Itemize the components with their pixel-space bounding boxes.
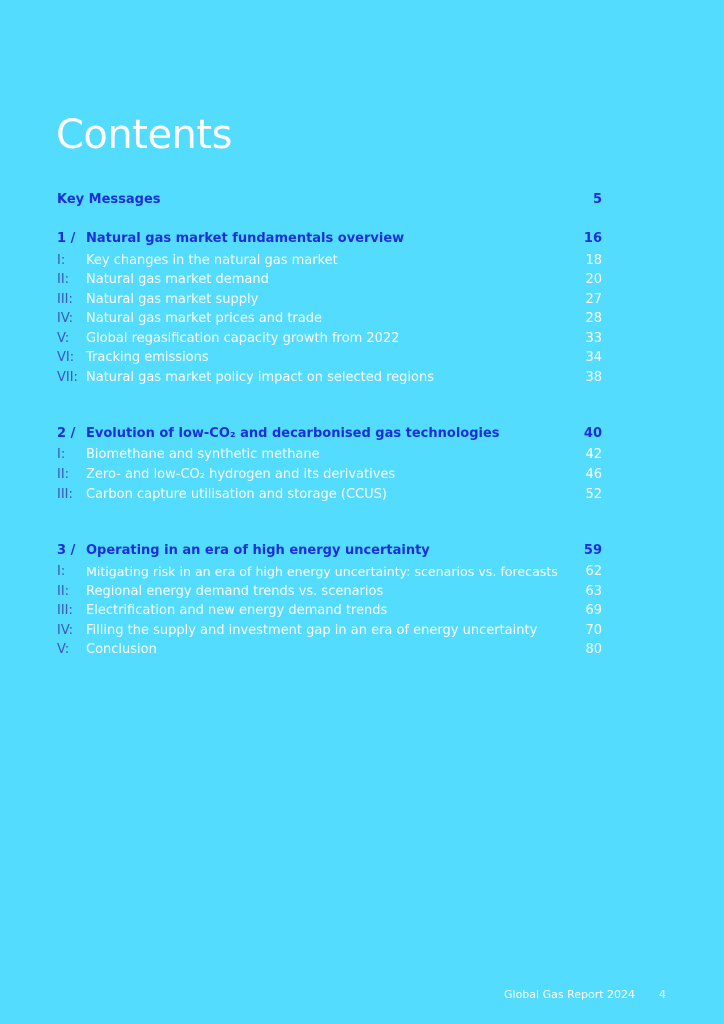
footer-report-title: Global Gas Report 2024 xyxy=(504,988,636,1001)
toc-page: 18 xyxy=(585,253,602,268)
toc-item-number: I: xyxy=(57,253,66,268)
toc-page: 5 xyxy=(592,192,602,207)
toc-item-label: Zero- and low-CO₂ hydrogen and its derivatives xyxy=(86,467,396,482)
toc-section-number: 3 / xyxy=(57,543,76,558)
toc-item[interactable] xyxy=(57,466,602,484)
toc-section-2[interactable] xyxy=(57,425,602,443)
toc-item-label: Filling the supply and investment gap in an era of energy uncertainty xyxy=(86,623,538,638)
toc-item-number: I: xyxy=(57,564,66,579)
toc-item[interactable] xyxy=(57,622,602,640)
toc-item-label: Tracking emissions xyxy=(86,350,209,365)
toc-item-number: I: xyxy=(57,447,66,462)
toc-item[interactable] xyxy=(57,310,602,328)
toc-page: 28 xyxy=(585,311,602,326)
toc-label: Key Messages xyxy=(57,192,161,207)
toc-page: 33 xyxy=(585,331,602,346)
toc-item[interactable] xyxy=(57,446,602,464)
toc-item[interactable] xyxy=(57,291,602,309)
toc-section-1[interactable] xyxy=(57,230,602,248)
toc-item-number: II: xyxy=(57,272,70,287)
toc-page: 38 xyxy=(585,370,602,385)
toc-page: 46 xyxy=(585,467,602,482)
toc-item-label: Global regasification capacity growth from 2022 xyxy=(86,331,400,346)
toc-item[interactable] xyxy=(57,369,602,387)
toc-item[interactable] xyxy=(57,349,602,367)
toc-page: 69 xyxy=(585,603,602,618)
toc-item-number: IV: xyxy=(57,311,74,326)
toc-page: 40 xyxy=(583,426,602,441)
toc-section-number: 2 / xyxy=(57,426,76,441)
toc-item-label: Natural gas market supply xyxy=(86,292,259,307)
toc-item-number: III: xyxy=(57,292,73,307)
toc-section-title: Natural gas market fundamentals overview xyxy=(86,231,405,246)
toc-page: 52 xyxy=(585,487,602,502)
toc-item-number: VII: xyxy=(57,370,78,385)
toc-page: 20 xyxy=(585,272,602,287)
toc-section-title: Evolution of low-CO₂ and decarbonised gas technologies xyxy=(86,426,500,441)
toc-page: 80 xyxy=(585,642,602,657)
toc-item[interactable] xyxy=(57,330,602,348)
toc-key-messages[interactable] xyxy=(57,191,602,209)
toc-page: 59 xyxy=(583,543,602,558)
toc-item-number: III: xyxy=(57,603,73,618)
toc-section-number: 1 / xyxy=(57,231,76,246)
toc-item-number: IV: xyxy=(57,623,74,638)
toc-page: 42 xyxy=(585,447,602,462)
toc-item-number: III: xyxy=(57,487,73,502)
toc-section-3[interactable] xyxy=(57,542,602,560)
toc-page: 16 xyxy=(583,231,602,246)
toc-item[interactable] xyxy=(57,563,602,581)
toc-item[interactable] xyxy=(57,486,602,504)
page-title: Contents xyxy=(56,112,232,158)
toc-item-number: VI: xyxy=(57,350,75,365)
toc-item[interactable] xyxy=(57,583,602,601)
toc-item[interactable] xyxy=(57,602,602,620)
toc-item-number: II: xyxy=(57,467,70,482)
toc-page: 27 xyxy=(585,292,602,307)
toc-item-label: Electrification and new energy demand trends xyxy=(86,603,388,618)
toc-item-label: Natural gas market policy impact on selected regions xyxy=(86,370,434,385)
toc-item-label: Key changes in the natural gas market xyxy=(86,253,338,268)
toc-page: 34 xyxy=(585,350,602,365)
toc-item-number: V: xyxy=(57,331,70,346)
toc-item-label: Conclusion xyxy=(86,642,157,657)
toc-item-label: Carbon capture utilisation and storage (CCUS) xyxy=(86,487,387,502)
toc-item-label: Natural gas market demand xyxy=(86,272,269,287)
toc-item-label: Regional energy demand trends vs. scenarios xyxy=(86,584,384,599)
toc-page: 63 xyxy=(585,584,602,599)
toc-page: 62 xyxy=(585,564,602,579)
toc-item-label: Biomethane and synthetic methane xyxy=(86,447,320,462)
toc-item[interactable] xyxy=(57,641,602,659)
footer-page-number: 4 xyxy=(659,988,666,1001)
toc-item-number: II: xyxy=(57,584,70,599)
toc-item-label: Mitigating risk in an era of high energy uncertainty: scenarios vs. forecasts xyxy=(86,564,558,579)
toc-section-title: Operating in an era of high energy uncertainty xyxy=(86,543,430,558)
toc-item[interactable] xyxy=(57,271,602,289)
toc-page: 70 xyxy=(585,623,602,638)
toc-item-label: Natural gas market prices and trade xyxy=(86,311,322,326)
toc-item-number: V: xyxy=(57,642,70,657)
toc-item[interactable] xyxy=(57,252,602,270)
